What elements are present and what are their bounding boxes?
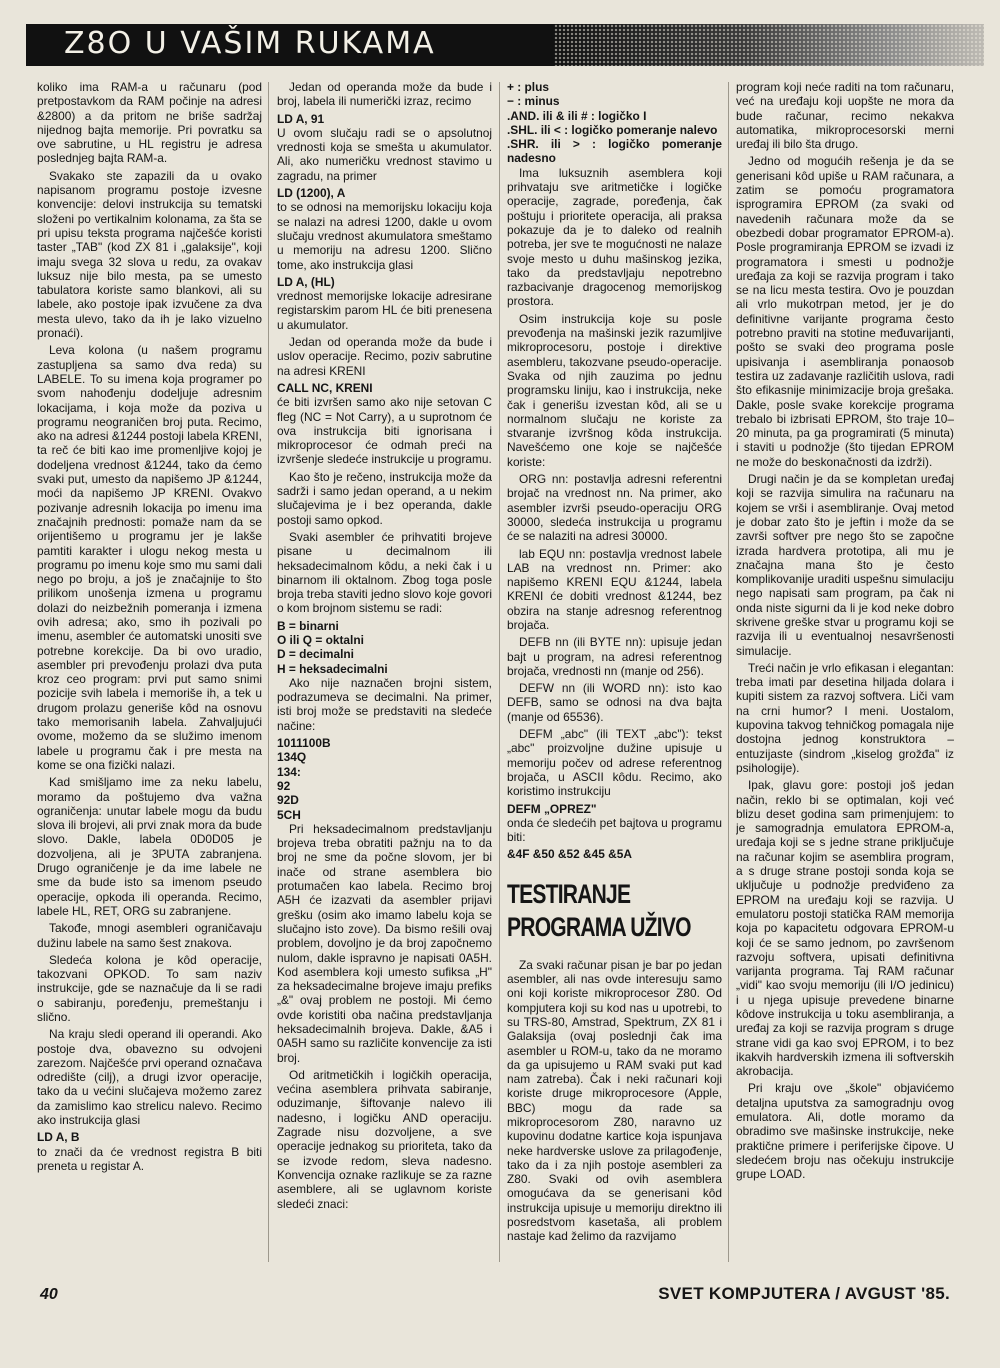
column-divider: [268, 82, 269, 1262]
code-line: DEFM „OPREZ": [507, 801, 597, 816]
paragraph: Takođe, mnogi asembleri ograničavaju dužinu labele na samo šest znakova.: [37, 921, 262, 950]
section-header-banner: [26, 24, 984, 66]
number-example: 1011100B: [277, 736, 331, 751]
paragraph: Ipak, glavu gore: postoji još jedan način, reklo bi se optimalan, koji već blizu deset godina sam primenjujem: to je samogradnja emulatora EPROM-a, uređaja koji se s jedne strane priključuje na računar kojim se asemblira program, a s druge strane postoji sonda koja se uključuje u podnožje predviđeno za EPROM na uređaju koji se razvija. U emulatoru postoji statička RAM memorija koja po kapacitetu odgovara EPROM-u koji će se samo jednom, po završenom razvoju softvera, upisati definitivna varijanta programa. Taj RAM računar „vidi" kao svoju memoriju (ili I/O jedinicu) i u njega upisuje prevedene binarne kôdove instrukcija u toku asembliranja, a uređaj za koji se razvija program s druge strane vidi ga kao svoj EPROM, i to bez ikakvih hardverskih izmena ili softverskih akrobacija.: [736, 778, 954, 1079]
paragraph: DEFW nn (ili WORD nn): isto kao DEFB, samo se odnosi na dva bajta (manje od 65536).: [507, 681, 722, 724]
paragraph: koliko ima RAM-a u računaru (pod pretpostavkom da RAM počinje na adresi &2800) a da pritom ne briše sadržaj nijednog bajta memorije. Pri povratku sa ove sabrutine, u HL registru je adresa poslednjeg bajta RAM-a.: [37, 80, 262, 166]
paragraph: Za svaki računar pisan je bar po jedan asembler, ali nas ovde interesuju samo oni koji koriste mikroprocesor Z80. Od kompjutera koji su kod nas u upotrebi, to su TRS-80, Amstrad, Spektrum, ZX 81 i Galaksija (ovaj poslednji čak ima asembler u ROM-u, tako da ne moramo da ga upisujemo u RAM svaki put kad nam zatreba). Čak i neki računari koji koriste druge mikroprocesore (Apple, BBC) mogu da rade sa mikroprocesorom Z80, naravno uz kupovinu dodatne kartice koja ispunjava neke hardverske uslove za prilagođenje, tako da i za njih postoje asembleri za Z80. Svaki od ovih asemblera omogućava da se generisani kôd instrukcija upisuje u memoriju direktno ili posredstvom kasetaša, ali problem nastaje kad želimo da razvijamo: [507, 957, 722, 1244]
number-example: 5CH: [277, 807, 301, 822]
paragraph: vrednost memorijske lokacije adresirane registarskim parom HL će biti prenesena u akumulator.: [277, 289, 492, 332]
paragraph: program koji neće raditi na tom računaru, već na uređaju koji uopšte ne mora da bude računar, recimo nekakva automatika, mikroprocesorski merni uređaj ili bilo šta drugo.: [736, 80, 954, 152]
paragraph: to znači da će vrednost registra B biti preneta u registar A.: [37, 1144, 262, 1173]
subheading: [507, 878, 691, 944]
paragraph: Od aritmetičkih i logičkih operacija, većina asemblera prihvata sabiranje, oduzimanje, šiftovanje nalevo ili nadesno, i logičku AND operaciju. Zagrade nisu dozvoljene, a sve operacije jednakog su prioriteta, tako da se izvode redom, sleva nadesno. Konvencija oznake razlikuje se za razne asemblere, ali se uglavnom koriste sledeći znaci:: [277, 1067, 492, 1211]
number-example: 134:: [277, 764, 301, 779]
paragraph: lab EQU nn: postavlja vrednost labele LAB na vrednost nn. Primer: ako napišemo KRENI EQU &1244, labela KRENI će dobiti vrednost &1244, bez obzira na stanje adresnog referentnog brojača.: [507, 546, 722, 632]
paragraph: Jedan od operanda može da bude i broj, labela ili numerički izraz, recimo: [277, 80, 492, 109]
text-column-2: [277, 80, 492, 1270]
halftone-pattern: [554, 24, 984, 66]
paragraph: Na kraju sledi operand ili operandi. Ako postoje dva, obavezno su odvojeni zarezom. Najčešće prvi operand označava odredište (cilj), a drugi izvor operacije, tako da u većini slučajeva možemo zarez da zamislimo kao strelicu nalevo. Recimo ako instrukcija glasi: [37, 1027, 262, 1128]
subheading-line-2: PROGRAMA UŽIVO: [507, 911, 691, 942]
paragraph: Kao što je rečeno, instrukcija može da sadrži i samo jedan operand, a u nekim slučajevima je i bez operanda, dakle postoji samo opkod.: [277, 469, 492, 527]
paragraph: U ovom slučaju radi se o apsolutnoj vrednosti koja se smešta u akumulator. Ali, ako numeričku vrednost stavimo u zagradu, na primer: [277, 125, 492, 183]
number-system-def: D = decimalni: [277, 647, 354, 662]
paragraph: Jedno od mogućih rešenja je da se generisani kôd upiše u RAM računara, a zatim se pomoću programatora isprogramira EPROM (za svaki od navedenih računara može da se obezbedi dobar programator EPROM-a). Posle programiranja EPROM se izvadi iz programatora i smesti u podnožje uređaja za koji se razvija program i tako se na licu mesta testira. Ovo je pouzdan ali vrlo mukotrpan metod, jer je do definitivne varijante programa često potrebno praviti na stotine međuvarijanti, pošto se svaki deo programa posle upisivanja i asembliranja ponaosob testira uz zadavanje različitih uslova, radi što efikasnije minimizacije broja grešaka. Dakle, posle svake korekcije programa trebalo bi izbrisati EPROM, što traje 10–20 minuta, pa ga programirati (5 minuta) i staviti u podnožje (što tijedan EPROM ne može do beskonačnosti da izdrži).: [736, 154, 954, 469]
code-line: LD A, B: [37, 1130, 80, 1145]
column-divider: [728, 82, 729, 1262]
number-system-def: B = binarni: [277, 618, 339, 633]
operator-def: .SHL. ili < : logičko pomeranje nalevo: [507, 122, 718, 137]
section-title: Z8O U VAŠIM RUKAMA: [64, 26, 436, 61]
number-system-def: H = heksadecimalni: [277, 661, 388, 676]
paragraph: Ima luksuznih asemblera koji prihvataju sve aritmetičke i logičke operacije, zagrade, poređenja, čak poštuju i prioritete operacija, ali praksa pokazuje da je to daleko od realnih potreba, jer sve te mogućnosti ne nalaze svoje mesto u duhu mašinskog jezika, tako da predstavljaju nepotrebno razbacivanje dragocenog memorijskog prostora.: [507, 165, 722, 309]
paragraph: će biti izvršen samo ako nije setovan C fleg (NC = Not Carry), a u suprotnom će ova instrukcija biti ignorisana i mikroprocesor će odmah preći na izvršenje sledeće instrukcije u programu.: [277, 395, 492, 467]
magazine-footer: SVET KOMPJUTERA / AVGUST '85.: [658, 1284, 950, 1303]
code-line: CALL NC, KRENI: [277, 380, 373, 395]
text-column-3: [507, 80, 722, 1270]
number-example: 92: [277, 778, 291, 793]
paragraph: onda će sledećih pet bajtova u programu biti:: [507, 815, 722, 845]
text-column-4: [736, 80, 954, 1270]
column-divider: [499, 82, 500, 1262]
text-column-1: [37, 80, 262, 1270]
paragraph: ORG nn: postavlja adresni referentni brojač na vrednost nn. Na primer, ako asembler izvrši pseudo-operaciju ORG 30000, sledeća instrukcija u programu će se nalaziti na adresi 30000.: [507, 472, 722, 544]
number-system-def: O ili Q = oktalni: [277, 632, 364, 647]
paragraph: Sledeća kolona je kôd operacije, takozvani OPKOD. To sam naziv instrukcije, gde se naznačuje da li se radi o sabiranju, poređenju, premeštanju i slično.: [37, 952, 262, 1024]
number-example: 134Q: [277, 750, 307, 765]
page-number: 40: [40, 1286, 58, 1303]
code-line: &4F &50 &52 &45 &5A: [507, 847, 632, 862]
paragraph: Leva kolona (u našem programu zastupljena sa samo dva reda) su LABELE. To su imena koja programer po svom nahođenju dodeljuje adresnim lokacijama, i koja može da poziva u programu neograničen broj puta. Recimo, ako na adresi &1244 postoji labela KRENI, ta reč će biti kao ime promenljive kojoj je dodeljena vrednost &1244, tako da ćemo svaki put, umesto da napišemo JP &1244, moći da napišemo JP KRENI. Ovakvo pozivanje adresnih lokacija po imenu ima značajnih prednosti: pomaže nam da se orijentišemo u programu jer je lakše pamtiti karakter i ulogu nekog mesta u programu po imenu koje smo mu sami dali nego po broju, a još je značajnije to što prilikom unošenja izmena u programu dolazi do neizbežnih pomeranja i izmena ovih adresa; ako, smo ih pozivali po imenu, asembler će automatski unositi sve potrebne korekcije. Da bi ovo uradio, asembler pri prevođenju prolazi dva puta kroz ceo program: prvi put samo snimi pozicije svih labela i memoriše ih, a tek u drugom prolazu generiše kôd na osnovu tako memorisanih labela. Zahvaljujući ovome, možemo da se služimo imenom labele u programu čak i pre mesta na kome se ona fizički nalazi.: [37, 343, 262, 772]
paragraph: Svakako ste zapazili da u ovako napisanom programu postoje izvesne konvencije: delovi instrukcija su tematski složeni po vertikalnim kolonama, za šta se pri upisu teksta programa najčešće koristi taster „TAB" (kod ZX 81 i „galaksije", koji imaju svega 32 slova u redu, za ovakav luksuz nije bilo mesta, pa se umesto tabulatora koriste samo blankovi, ali su labele, ako postoje ipak izvučene za dva mesta ulevo, tako da ih je lako vizuelno pronaći).: [37, 168, 262, 341]
operator-def: + : plus: [507, 80, 549, 94]
subheading-line-1: TESTIRANJE: [507, 878, 631, 909]
paragraph: Treći način je vrlo efikasan i elegantan: treba imati par desetina hiljada dolara i kupiti sistem za razvoj softvera. Liči vam na crni humor? I meni. Uostalom, kupovina takvog tehničkog pomagala nije dostojna jednog konstruktora – entuzijaste (sindrom „kiselog grožđa" iz psihologije).: [736, 660, 954, 775]
paragraph: Svaki asembler će prihvatiti brojeve pisane u decimalnom ili heksadecimalnom kôdu, a neki čak i u binarnom ili oktalnom. Zbog toga posle broja treba staviti jedno slovo koje govori o kom brojnom sistemu se radi:: [277, 529, 492, 616]
paragraph: Ako nije naznačen brojni sistem, podrazumeva se decimalni. Na primer, isti broj može se predstaviti na sledeće načine:: [277, 675, 492, 733]
operator-def: .SHR. ili > : logičko pomeranje nadesno: [507, 137, 722, 166]
code-line: LD (1200), A: [277, 186, 346, 201]
paragraph: DEFM „abc" (ili TEXT „abc"): tekst „abc" proizvoljne dužine upisuje u memoriju počev od adrese referentnog brojača, u ASCII kôdu. Recimo, ako koristimo instrukciju: [507, 727, 722, 799]
paragraph: Osim instrukcija koje su posle prevođenja na mašinski jezik razumljive mikroprocesoru, postoje i direktive asembleru, takozvane pseudo-operacije. Svaka od njih zauzima po jednu programsku liniju, kao i instrukcija, neke čak i generišu izvestan kôd, ali se u normalnom slučaju ne koriste za stvaranje izvršnog kôda instrukcija. Navešćemo one koje se najčešće koriste:: [507, 311, 722, 469]
code-line: LD A, (HL): [277, 274, 335, 289]
paragraph: Drugi način je da se kompletan uređaj koji se razvija simulira na računaru na kojem se vrši i asembliranje. Ovaj metod je dobar zato što je jeftin i može da se završi softver pre nego što se započne izrada hardvera prototipa, ali mu je značajna mana što je često komplikovanije uraditi uspešnu simulaciju nego napisati sam program, pa čak ni onda niste sigurni da li je kod neke dobro skrivene greške stvar u programu koji se razvija ili u eventualnoj nesavršenosti simulacije.: [736, 472, 954, 658]
code-line: LD A, 91: [277, 111, 325, 126]
paragraph: Jedan od operanda može da bude i uslov operacije. Recimo, poziv sabrutine na adresi KRENI: [277, 335, 492, 378]
paragraph: Pri heksadecimalnom predstavljanju brojeva treba obratiti pažnju na to da broj ne sme da počne slovom, jer bi inače od strane asemblera bio protumačen kao labela. Recimo broj A5H će izazvati da asembler prijavi grešku (osim ako imamo labelu koja se slučajno isto zove). Da bismo rešili ovaj problem, dovoljno je da broj započnemo nulom, dakle ispravno je napisati 0A5H. Kod asemblera koji umesto sufiksa „H" za heksadecimalne brojeve imaju prefiks „&" ovaj problem ne postoji. Mi ćemo ovde koristiti oba načina predstavljanja heksadecimalnih brojeva. Dakle, &A5 i 0A5H samo su različite konvencije za isti broj.: [277, 821, 492, 1065]
number-example: 92D: [277, 793, 299, 808]
operator-def: − : minus: [507, 94, 560, 109]
paragraph: Pri kraju ove „škole" objavićemo detaljna uputstva za samogradnju ovog emulatora. Ali, dotle moramo da obradimo sve mašinske instrukcije, neke praktične primere i periferijske čipove. U sledećem broju nas očekuju instrukcije grupe LOAD.: [736, 1081, 954, 1182]
operator-def: .AND. ili & ili # : logičko I: [507, 108, 647, 123]
paragraph: Kad smišljamo ime za neku labelu, moramo da poštujemo dva važna ograničenja: unutar labele mogu da budu slova ili brojevi, ali prvi znak mora da bude slovo. Dakle, labela 0D0D05 je dozvoljena, ali je 3PUTA zabranjena. Drugo ograničenje je da ime labele ne sme da bude isto sa imenom pseudo operacije, opkoda ili operanda. Recimo, labele HL, RET, ORG su zabranjene.: [37, 775, 262, 918]
paragraph: to se odnosi na memorijsku lokaciju koja se nalazi na adresi 1200, dakle u ovom slučaju vrednost akumulatora smeštamo u memoriju na adresu 1200. Slično tome, ako instrukcija glasi: [277, 200, 492, 272]
paragraph: DEFB nn (ili BYTE nn): upisuje jedan bajt u program, na adresi referentnog brojača, vrednosti nn (manje od 256).: [507, 635, 722, 678]
